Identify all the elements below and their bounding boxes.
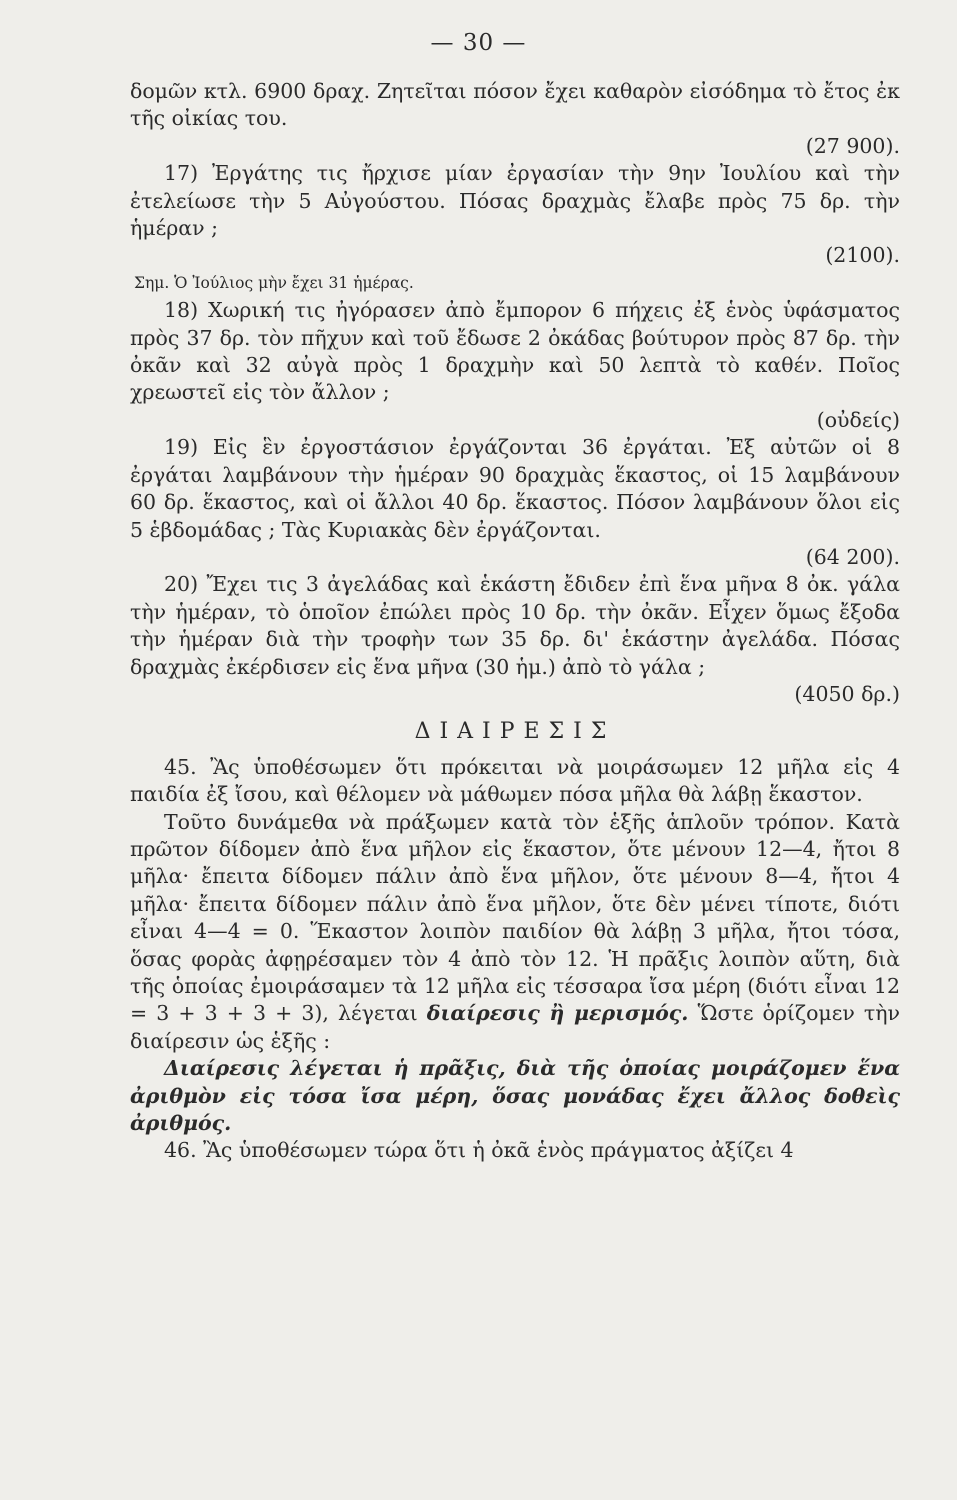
paragraph-problem-19: 19) Εἰς ἓν ἐργοστάσιον ἐργάζονται 36 ἐργάται. Ἐξ αὐτῶν οἱ 8 ἐργάται λαμβάνουν τὴν ἡμέραν 90 δραχμὰς ἕκαστος, οἱ 15 λαμβάνουν 60 δρ. ἕκαστος, καὶ οἱ ἄλλοι 40 δρ. ἕκαστος. Πόσον λαμβάνουν ὅλοι εἰς 5 ἑβδομάδας ; Τὰς Κυριακὰς δὲν ἐργάζονται.	[130, 435, 900, 542]
answer-20: (4050 δρ.)	[794, 681, 900, 706]
answer-18: (οὐδείς)	[816, 407, 900, 432]
answer-17: (2100).	[825, 243, 900, 268]
page-number: — 30 —	[430, 30, 527, 56]
paragraph-problem-17: 17) Ἐργάτης τις ἤρχισε μίαν ἐργασίαν τὴν 9ην Ἰουλίου καὶ τὴν ἐτελείωσε τὴν 5 Αὐγούστου. Πόσας δραχμὰς ἔλαβε πρὸς 75 δρ. τὴν ἡμέραν ;	[130, 161, 900, 241]
explanation-tail: Ὥστε ὁρίζομεν τὴν διαίρεσιν ὡς ἑξῆς :	[130, 1001, 900, 1053]
answer-19: (64 200).	[805, 544, 900, 569]
paragraph-46: 46. Ἂς ὑποθέσωμεν τώρα ὅτι ἡ ὀκᾶ ἑνὸς πράγματος ἀξίζει 4	[164, 1138, 794, 1163]
term-division: διαίρεσις ἢ μερισμός.	[426, 1001, 689, 1026]
paragraph-45-explanation	[130, 809, 900, 1056]
definition-division: Διαίρεσις λέγεται ἡ πρᾶξις, διὰ τῆς ὁποίας μοιράζομεν ἕνα ἀριθμὸν εἰς τόσα ἴσα μέρη, ὅσας μονάδας ἔχει ἄλλος δοθεὶς ἀριθμός.	[130, 1056, 900, 1136]
paragraph-problem-16-end: δομῶν κτλ. 6900 δραχ. Ζητεῖται πόσον ἔχει καθαρὸν εἰσόδημα τὸ ἔτος ἐκ τῆς οἰκίας του.	[130, 79, 900, 131]
paragraph-problem-20: 20) Ἔχει τις 3 ἀγελάδας καὶ ἑκάστη ἔδιδεν ἐπὶ ἕνα μῆνα 8 ὀκ. γάλα τὴν ἡμέραν, τὸ ὁποῖον ἐπώλει πρὸς 10 δρ. τὴν ὀκᾶν. Εἶχεν ὅμως ἔξοδα τὴν ἡμέραν διὰ τὴν τροφὴν των 35 δρ. δι' ἑκάστην ἀγελάδα. Πόσας δραχμὰς ἐκέρδισεν εἰς ἕνα μῆνα (30 ἡμ.) ἀπὸ τὸ γάλα ;	[130, 572, 900, 679]
explanation-text: Τοῦτο δυνάμεθα νὰ πράξωμεν κατὰ τὸν ἑξῆς ἁπλοῦν τρόπον. Κατὰ πρῶτον δίδομεν ἀπὸ ἕνα μῆλον εἰς ἕκαστον, ὅτε μένουν 12—4, ἤτοι 8 μῆλα· ἔπειτα δίδομεν πάλιν ἀπὸ ἕνα μῆλον, ὅτε μένουν 8—4, ἤτοι 4 μῆλα· ἔπειτα δίδομεν πάλιν ἀπὸ ἕνα μῆλον, ὅτε δὲν μένει τίποτε, διότι εἶναι 4—4 = 0. Ἕκαστον λοιπὸν παιδίον θὰ λάβῃ 3 μῆλα, ἤτοι τόσα, ὅσας φορὰς ἀφῃρέσαμεν τὸν 4 ἀπὸ τὸν 12. Ἡ πρᾶξις λοιπὸν αὕτη, διὰ τῆς ὁποίας ἐμοιράσαμεν τὰ 12 μῆλα εἰς τέσσαρα ἴσα μέρη (διότι εἶναι 12 = 3 + 3 + 3 + 3), λέγεται	[130, 809, 900, 1026]
note-july: Σημ. Ὁ Ἰούλιος μὴν ἔχει 31 ἡμέρας.	[134, 273, 414, 292]
paragraph-45: 45. Ἂς ὑποθέσωμεν ὅτι πρόκειται νὰ μοιράσωμεν 12 μῆλα εἰς 4 παιδία ἐξ ἴσου, καὶ θέλομεν νὰ μάθωμεν πόσα μῆλα θὰ λάβῃ ἕκαστον.	[130, 754, 900, 807]
paragraph-problem-18: 18) Χωρική τις ἠγόρασεν ἀπὸ ἔμπορον 6 πήχεις ἐξ ἑνὸς ὑφάσματος πρὸς 37 δρ. τὸν πῆχυν καὶ τοῦ ἔδωσε 2 ὀκάδας βούτυρον πρὸς 87 δρ. τὴν ὀκᾶν καὶ 32 αὐγὰ πρὸς 1 δραχμὴν καὶ 50 λεπτὰ τὸ καθέν. Ποῖος χρεωστεῖ εἰς τὸν ἄλλον ;	[130, 298, 900, 405]
answer-16: (27 900).	[805, 133, 900, 158]
page-body	[130, 78, 900, 1165]
section-heading: ΔΙΑΙΡΕΣΙΣ	[414, 719, 616, 745]
